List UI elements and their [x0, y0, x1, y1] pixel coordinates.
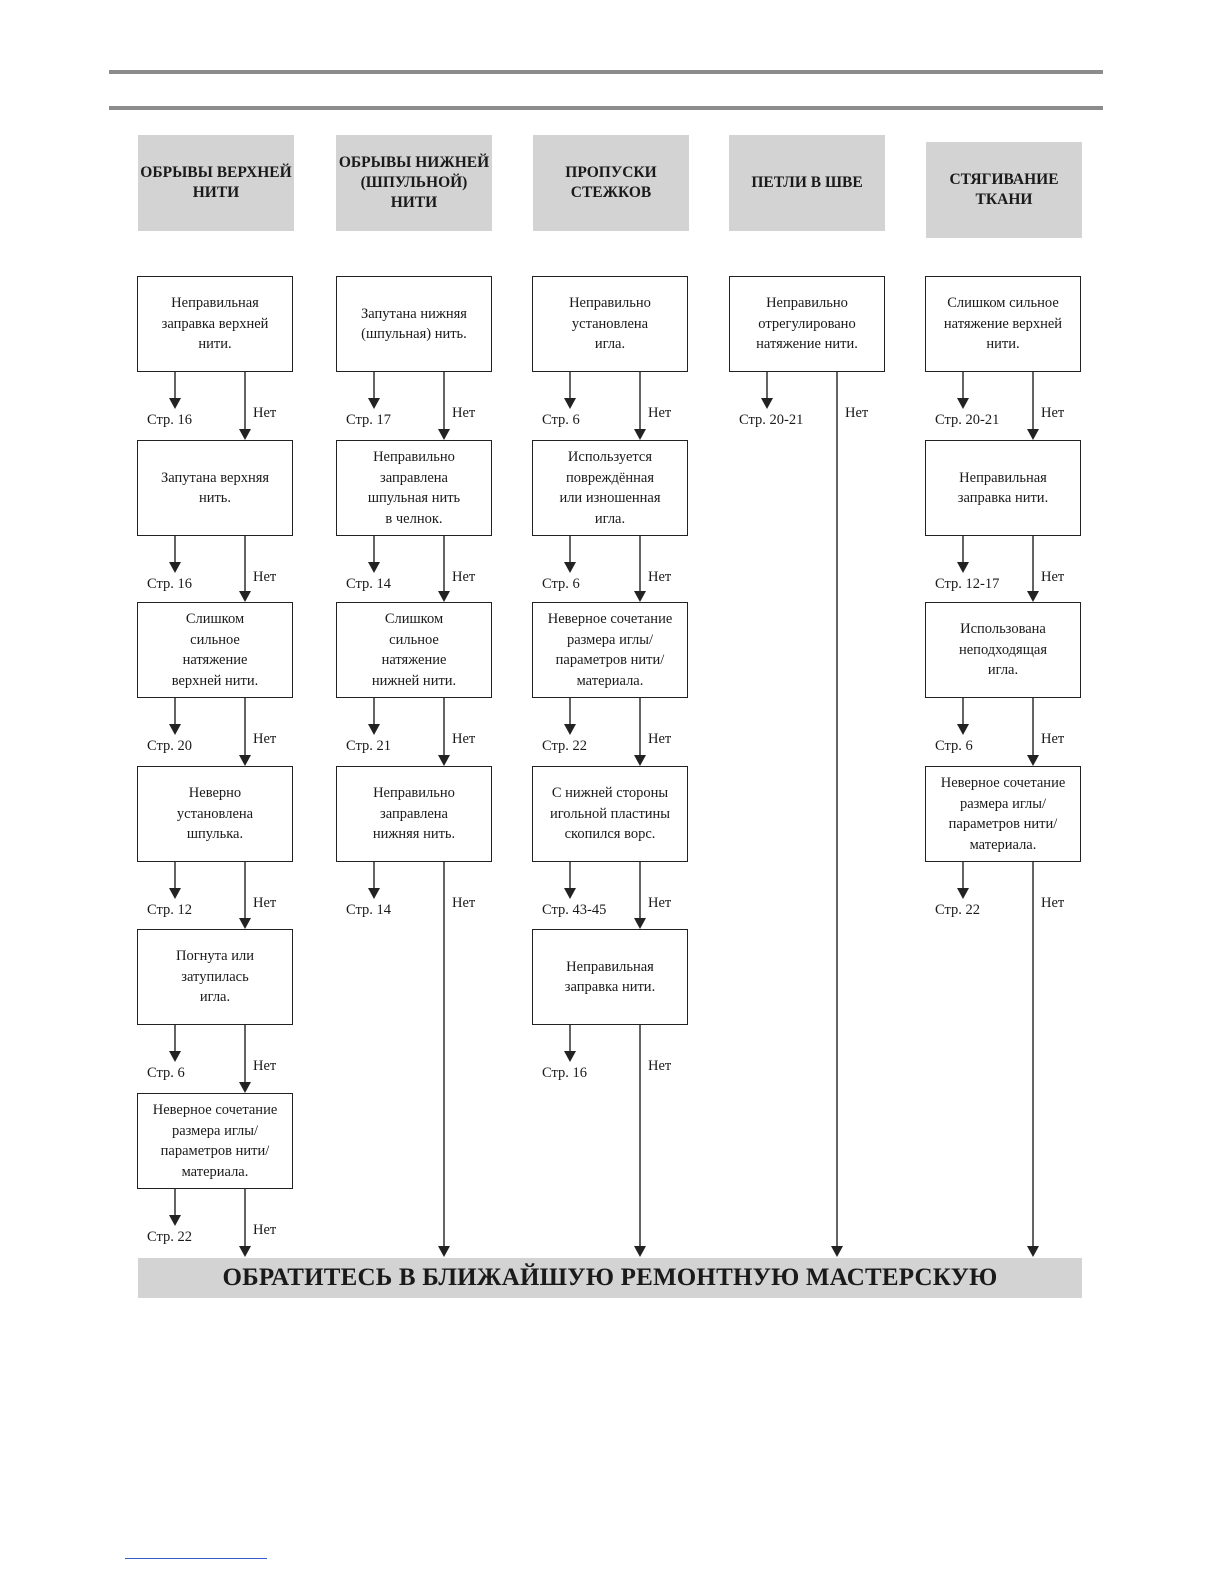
page-reference: Стр. 14: [346, 902, 391, 918]
step-box: Неправильная заправка верхней нити.: [137, 276, 293, 372]
arrow-head: [564, 562, 576, 573]
arrow-head: [1027, 755, 1039, 766]
header-lower-thread-breaks: ОБРЫВЫ НИЖНЕЙ (ШПУЛЬНОЙ) НИТИ: [336, 135, 492, 231]
arrow-head: [634, 755, 646, 766]
page-reference: Стр. 12: [147, 902, 192, 918]
arrow-head: [169, 1215, 181, 1226]
arrow-head: [957, 724, 969, 735]
arrow-head: [169, 562, 181, 573]
arrow-head: [564, 724, 576, 735]
no-label: Нет: [1041, 895, 1065, 911]
step-box: Запутана верхняя нить.: [137, 440, 293, 536]
no-label: Нет: [452, 731, 476, 747]
arrow-head: [368, 888, 380, 899]
arrow-head: [564, 398, 576, 409]
page-reference: Стр. 6: [147, 1065, 185, 1081]
step-box: С нижней стороны игольной пластины скопился ворс.: [532, 766, 688, 862]
arrow-head: [634, 918, 646, 929]
no-label: Нет: [648, 1058, 672, 1074]
page-reference: Стр. 17: [346, 412, 391, 428]
step-box: Неверно установлена шпулька.: [137, 766, 293, 862]
page-reference: Стр. 20-21: [739, 412, 804, 428]
step-box: Слишком сильное натяжение верхней нити.: [137, 602, 293, 698]
arrow-head: [239, 1246, 251, 1257]
page-reference: Стр. 14: [346, 576, 391, 592]
arrow-head: [239, 1082, 251, 1093]
step-box: Неверное сочетание размера иглы/ параметров нити/ материала.: [532, 602, 688, 698]
page-reference: Стр. 16: [542, 1065, 587, 1081]
arrow-head: [634, 591, 646, 602]
arrow-head: [564, 1051, 576, 1062]
page-reference: Стр. 16: [147, 576, 192, 592]
header-upper-thread-breaks: ОБРЫВЫ ВЕРХНЕЙ НИТИ: [138, 135, 294, 231]
arrow-head: [239, 918, 251, 929]
step-box: Неправильно установлена игла.: [532, 276, 688, 372]
contact-service-banner: ОБРАТИТЕСЬ В БЛИЖАЙШУЮ РЕМОНТНУЮ МАСТЕРСКУЮ: [138, 1258, 1082, 1298]
page-reference: Стр. 6: [542, 576, 580, 592]
arrow-head: [239, 755, 251, 766]
step-box: Неправильная заправка нити.: [925, 440, 1081, 536]
header-skipped-stitches: ПРОПУСКИ СТЕЖКОВ: [533, 135, 689, 231]
arrow-head: [239, 591, 251, 602]
no-label: Нет: [452, 405, 476, 421]
arrow-head: [831, 1246, 843, 1257]
no-label: Нет: [845, 405, 869, 421]
no-label: Нет: [1041, 405, 1065, 421]
arrow-head: [761, 398, 773, 409]
page-reference: Стр. 16: [147, 412, 192, 428]
no-label: Нет: [253, 1058, 277, 1074]
step-box: Погнута или затупилась игла.: [137, 929, 293, 1025]
step-box: Запутана нижняя (шпульная) нить.: [336, 276, 492, 372]
page-reference: Стр. 6: [542, 412, 580, 428]
arrow-head: [438, 1246, 450, 1257]
step-box: Неправильно заправлена шпульная нить в челнок.: [336, 440, 492, 536]
no-label: Нет: [253, 569, 277, 585]
arrow-head: [438, 755, 450, 766]
arrow-head: [1027, 1246, 1039, 1257]
arrow-head: [1027, 429, 1039, 440]
no-label: Нет: [253, 1222, 277, 1238]
page-reference: Стр. 43-45: [542, 902, 607, 918]
arrow-head: [239, 429, 251, 440]
step-box: Неверное сочетание размера иглы/ параметров нити/ материала.: [137, 1093, 293, 1189]
arrow-head: [1027, 591, 1039, 602]
step-box: Использована неподходящая игла.: [925, 602, 1081, 698]
arrow-head: [169, 398, 181, 409]
arrow-head: [438, 591, 450, 602]
arrow-head: [957, 562, 969, 573]
no-label: Нет: [648, 569, 672, 585]
header-loops-in-seam: ПЕТЛИ В ШВЕ: [729, 135, 885, 231]
page-reference: Стр. 22: [935, 902, 980, 918]
step-box: Слишком сильное натяжение верхней нити.: [925, 276, 1081, 372]
no-label: Нет: [253, 405, 277, 421]
arrow-head: [368, 724, 380, 735]
footnote-link-line: [125, 1558, 267, 1559]
arrow-head: [634, 1246, 646, 1257]
page-reference: Стр. 21: [346, 738, 391, 754]
no-label: Нет: [648, 731, 672, 747]
page-reference: Стр. 12-17: [935, 576, 1000, 592]
step-box: Неверное сочетание размера иглы/ параметров нити/ материала.: [925, 766, 1081, 862]
page-reference: Стр. 20: [147, 738, 192, 754]
arrow-head: [368, 562, 380, 573]
no-label: Нет: [253, 895, 277, 911]
no-label: Нет: [1041, 731, 1065, 747]
arrow-head: [169, 888, 181, 899]
no-label: Нет: [452, 895, 476, 911]
page-reference: Стр. 20-21: [935, 412, 1000, 428]
step-box: Неправильно заправлена нижняя нить.: [336, 766, 492, 862]
arrow-head: [957, 398, 969, 409]
step-box: Неправильно отрегулировано натяжение нити.: [729, 276, 885, 372]
page-reference: Стр. 22: [542, 738, 587, 754]
arrow-head: [368, 398, 380, 409]
arrow-head: [169, 724, 181, 735]
no-label: Нет: [452, 569, 476, 585]
page-reference: Стр. 22: [147, 1229, 192, 1245]
step-box: Используется повреждённая или изношенная игла.: [532, 440, 688, 536]
arrow-head: [957, 888, 969, 899]
arrow-head: [564, 888, 576, 899]
step-box: Неправильная заправка нити.: [532, 929, 688, 1025]
arrow-head: [634, 429, 646, 440]
page-reference: Стр. 6: [935, 738, 973, 754]
arrow-head: [169, 1051, 181, 1062]
arrow-head: [438, 429, 450, 440]
header-fabric-puckering: СТЯГИВАНИЕ ТКАНИ: [926, 142, 1082, 238]
no-label: Нет: [1041, 569, 1065, 585]
no-label: Нет: [253, 731, 277, 747]
no-label: Нет: [648, 405, 672, 421]
step-box: Слишком сильное натяжение нижней нити.: [336, 602, 492, 698]
no-label: Нет: [648, 895, 672, 911]
